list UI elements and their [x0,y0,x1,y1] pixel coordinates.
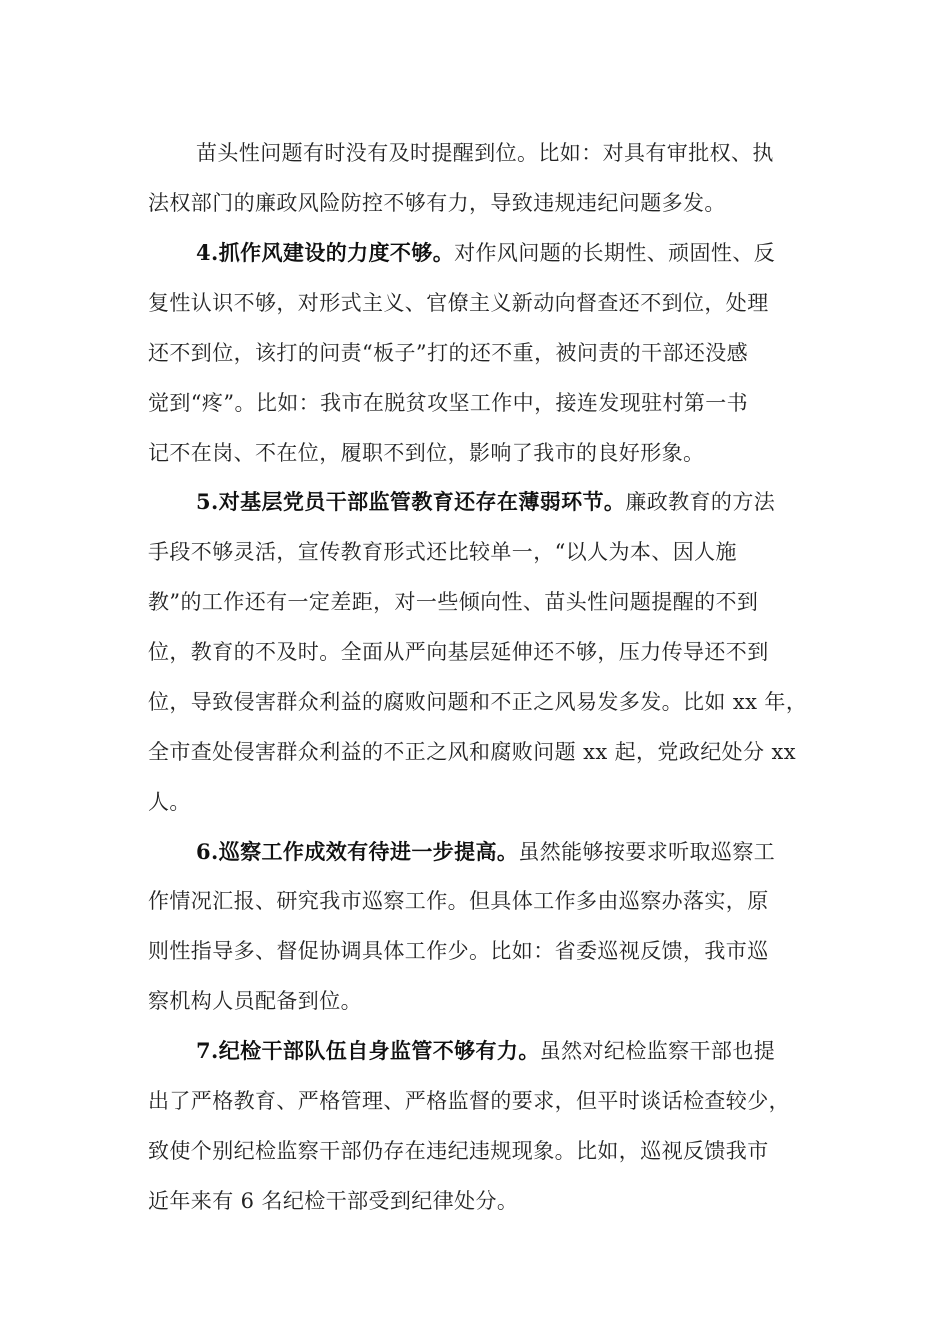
text-span: 还不到位，该打的问责“板子”打的还不重，被问责的干部还没感 [148,341,749,365]
text-span: 复性认识不够，对形式主义、官僚主义新动向督查还不到位，处理 [148,291,769,315]
paragraph-6-line-4 [148,986,813,1016]
text-span: 察机构人员配备到位。 [148,989,362,1013]
text-span: 作情况汇报、研究我市巡察工作。但具体工作多由巡察办落实，原 [148,889,769,913]
paragraph-1-line-1 [196,138,813,168]
text-span: 法权部门的廉政风险防控不够有力，导致违规违纪问题多发。 [148,191,726,215]
paragraph-5-line-2 [148,537,813,567]
text-span: 廉政教育的方法 [625,490,776,514]
paragraph-4-heading: 4.抓作风建设的力度不够。 [196,240,455,265]
paragraph-4-line-5 [148,438,813,468]
text-span: 人。 [148,790,191,814]
paragraph-7-line-2 [148,1086,813,1116]
text-span: 虽然对纪检监察干部也提 [539,1039,776,1063]
text-span: 位，导致侵害群众利益的腐败问题和不正之风易发多发。比如 xx 年， [148,690,808,714]
text-span: 近年来有 6 名纪检干部受到纪律处分。 [148,1189,519,1213]
paragraph-4-line-2 [148,288,813,318]
text-span: 全市查处侵害群众利益的不正之风和腐败问题 xx 起，党政纪处分 xx [148,740,796,764]
paragraph-5-line-5 [148,687,813,717]
paragraph-4-line-3 [148,338,813,368]
text-span: 虽然能够按要求听取巡察工 [518,840,776,864]
paragraph-7-heading: 7.纪检干部队伍自身监管不够有力。 [196,1038,540,1063]
text-span: 致使个别纪检监察干部仍存在违纪违规现象。比如，巡视反馈我市 [148,1139,769,1163]
text-span: 位，教育的不及时。全面从严向基层延伸还不够，压力传导还不到 [148,640,769,664]
paragraph-5-heading: 5.对基层党员干部监管教育还存在薄弱环节。 [196,489,626,514]
paragraph-4-line-4 [148,388,813,418]
paragraph-7-line-1 [196,1036,813,1066]
text-span: 出了严格教育、严格管理、严格监督的要求，但平时谈话检查较少， [148,1089,790,1113]
text-span: 则性指导多、督促协调具体工作少。比如：省委巡视反馈，我市巡 [148,939,769,963]
paragraph-5-line-6 [148,737,813,767]
text-span: 苗头性问题有时没有及时提醒到位。比如：对具有审批权、执 [196,141,774,165]
paragraph-7-line-4 [148,1186,813,1216]
paragraph-6-line-3 [148,936,813,966]
text-span: 手段不够灵活，宣传教育形式还比较单一，“以人为本、因人施 [148,540,737,564]
paragraph-5-line-1 [196,487,813,517]
text-span: 觉到“疼”。比如：我市在脱贫攻坚工作中，接连发现驻村第一书 [148,391,749,415]
paragraph-6-line-2 [148,886,813,916]
paragraph-5-line-7 [148,787,813,817]
paragraph-7-line-3 [148,1136,813,1166]
text-span: 记不在岗、不在位，履职不到位，影响了我市的良好形象。 [148,441,705,465]
paragraph-6-line-1 [196,837,813,867]
text-span: 对作风问题的长期性、顽固性、反 [454,241,776,265]
paragraph-5-line-3 [148,587,813,617]
text-span: 教”的工作还有一定差距，对一些倾向性、苗头性问题提醒的不到 [148,590,759,614]
paragraph-1-line-2 [148,188,813,218]
paragraph-6-heading: 6.巡察工作成效有待进一步提高。 [196,839,519,864]
paragraph-5-line-4 [148,637,813,667]
paragraph-4-line-1 [196,238,813,268]
